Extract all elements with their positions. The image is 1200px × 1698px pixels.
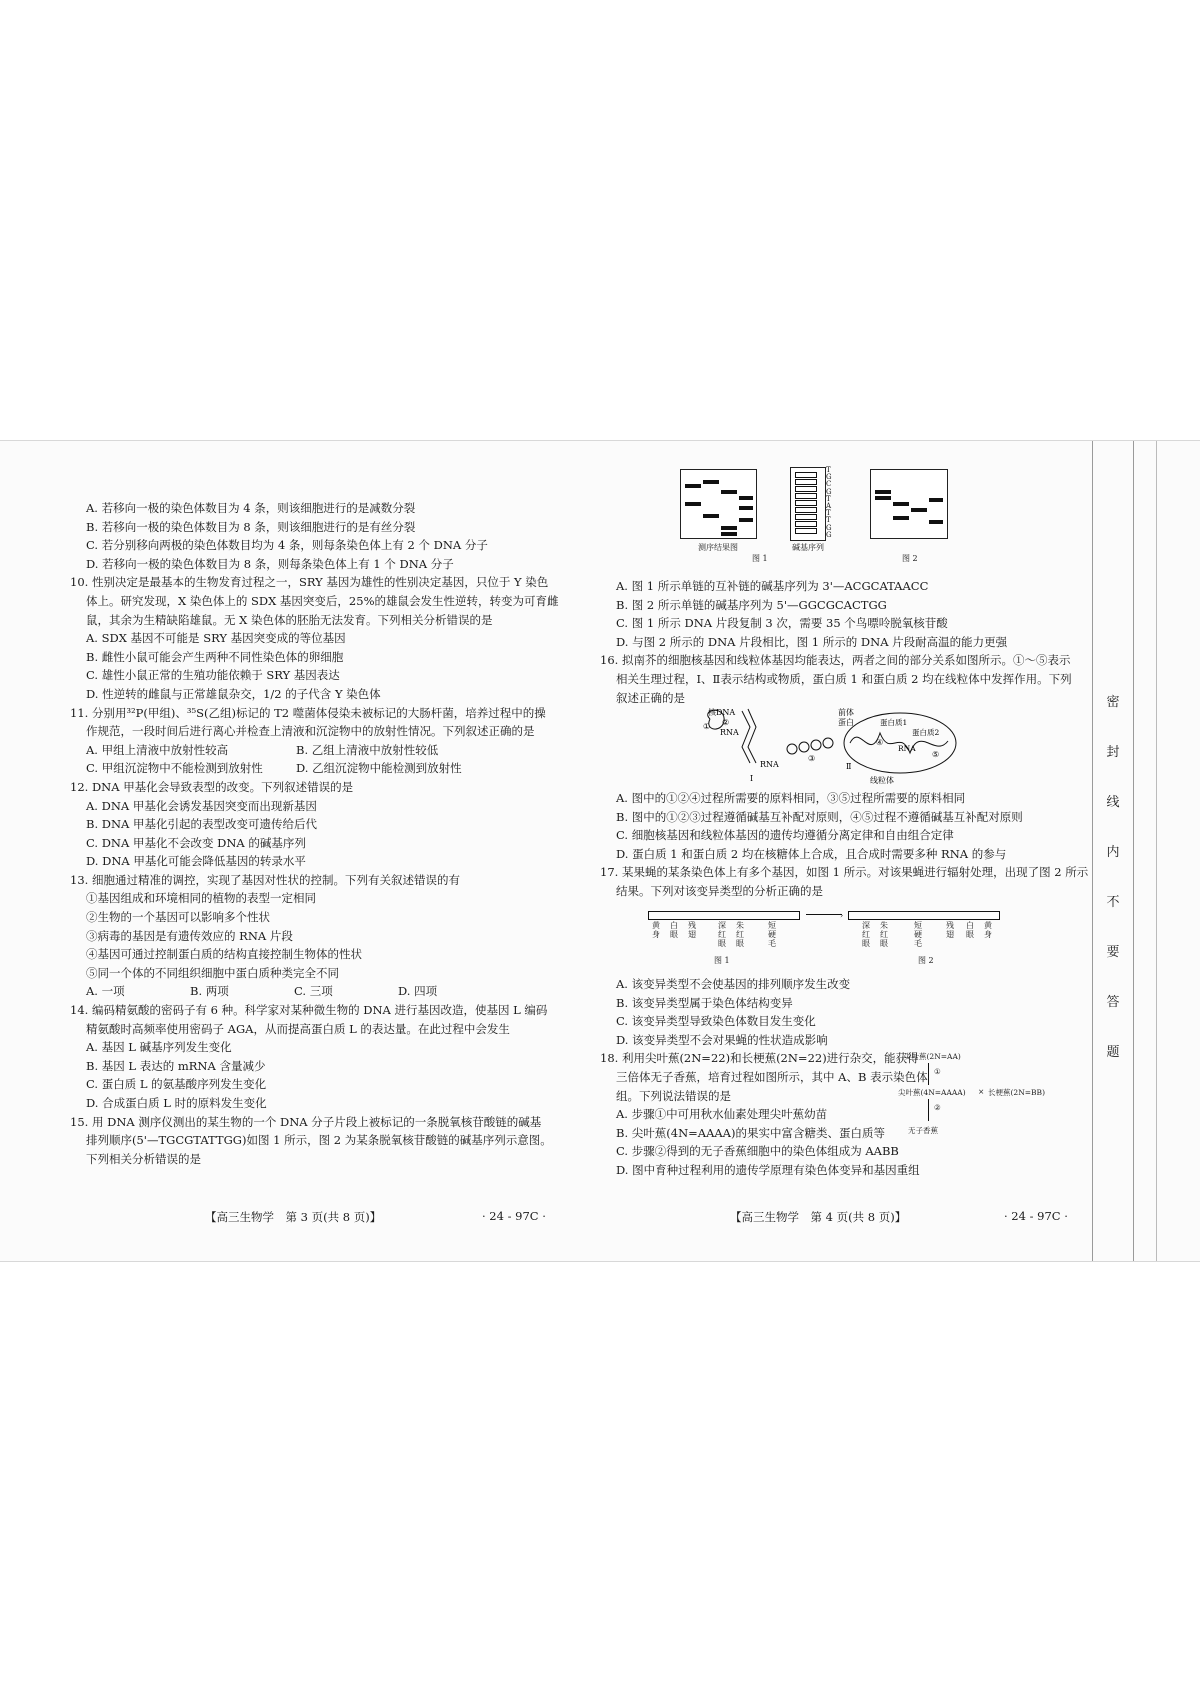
q13-option-d: D. 四项 xyxy=(398,984,438,999)
q18-stem-line3: 组。下列说法错误的是 xyxy=(616,1088,731,1103)
q15-option-b: B. 图 2 所示单链的碱基序列为 5'—GGCGCACTGG xyxy=(616,597,887,612)
q15-figure xyxy=(680,467,980,567)
binding-char: 要 xyxy=(1106,945,1120,960)
q15-stem-line1: 15. 用 DNA 测序仪测出的某生物的一个 DNA 分子片段上被标记的一条脱氧核苷酸链的碱基 xyxy=(70,1114,542,1129)
q10-stem-line3: 鼠，其余为生精缺陷雄鼠。无 X 染色体的胚胎无法发育。下列相关分析错误的是 xyxy=(86,612,493,627)
q15-stem-line2: 排列顺序(5'—TGCGTATTGG)如图 1 所示，图 2 为某条脱氧核苷酸链的碱基序列示意图。 xyxy=(86,1133,552,1148)
rna-label-cytoplasm: RNA xyxy=(760,760,779,769)
q13-item-4: ④基因可通过控制蛋白质的结构直接控制生物体的性状 xyxy=(86,947,362,962)
chrom2-gene: 黄身 xyxy=(984,921,992,939)
structure-i-label: Ⅰ xyxy=(750,774,754,783)
q13-option-c: C. 三项 xyxy=(294,984,333,999)
gel1-band xyxy=(685,484,701,488)
q13-stem: 13. 细胞通过精准的调控，实现了基因对性状的控制。下列有关叙述错误的有 xyxy=(70,872,460,887)
q16-option-d: D. 蛋白质 1 和蛋白质 2 均在核糖体上合成，且合成时需要多种 RNA 的参与 xyxy=(616,846,1007,861)
gel2-band xyxy=(929,498,943,502)
q16-option-c: C. 细胞核基因和线粒体基因的遗传均遵循分离定律和自由组合定律 xyxy=(616,828,954,843)
rna-label-nuclear: RNA xyxy=(720,728,739,737)
q16-option-b: B. 图中的①②③过程遵循碱基互补配对原则，④⑤过程不遵循碱基互补配对原则 xyxy=(616,809,1023,824)
gel2-band xyxy=(911,508,927,512)
q17-stem-line1: 17. 某果蝇的某条染色体上有多个基因，如图 1 所示。对该果蝇进行辐射处理，出现了图 2 所示 xyxy=(600,865,1089,880)
step1-marker: ① xyxy=(934,1067,941,1076)
q9-option-c: C. 若分别移向两极的染色体数目均为 4 条，则每条染色体上有 2 个 DNA 分子 xyxy=(86,538,488,553)
q17-figure xyxy=(648,909,1008,969)
right-column-mid xyxy=(600,789,1089,901)
ribosome-circle xyxy=(799,742,809,752)
seedless-banana-label: 无子香蕉 xyxy=(908,1126,938,1135)
left-column xyxy=(70,499,585,1168)
q9-option-d: D. 若移向一极的染色体数目为 8 条，则每条染色体上有 1 个 DNA 分子 xyxy=(86,556,454,571)
q11-option-c: C. 甲组沉淀物中不能检测到放射性 xyxy=(86,761,263,776)
mitochondrion-label: 线粒体 xyxy=(870,776,894,785)
q16-stem-line1: 16. 拟南芥的细胞核基因和线粒体基因均能表达，两者之间的部分关系如图所示。①～⑤表示 xyxy=(600,653,1071,668)
q18-option-a: A. 步骤①中可用秋水仙素处理尖叶蕉幼苗 xyxy=(616,1107,828,1122)
seq-letter: C xyxy=(826,480,832,489)
q15-option-c: C. 图 1 所示 DNA 片段复制 3 次，需要 35 个鸟嘌呤脱氧核苷酸 xyxy=(616,616,948,631)
protein-1-label: 蛋白质1 xyxy=(880,718,908,727)
q11-stem-line1: 11. 分别用³²P(甲组)、³⁵S(乙组)标记的 T2 噬菌体侵染未被标记的大肠杆菌，培养过程中的操 xyxy=(70,705,546,720)
q13-option-b: B. 两项 xyxy=(190,984,229,999)
q10-option-b: B. 雌性小鼠可能会产生两种不同性染色体的卵细胞 xyxy=(86,649,344,664)
gel1-band xyxy=(721,490,737,494)
q13-options xyxy=(70,982,585,1001)
q15-option-d: D. 与图 2 所示的 DNA 片段相比，图 1 所示的 DNA 片段耐高温的能力更强 xyxy=(616,634,1008,649)
q13-option-a: A. 一项 xyxy=(86,984,125,999)
binding-char: 密 xyxy=(1106,695,1120,710)
ribosome-circle xyxy=(787,744,797,754)
q9-option-b: B. 若移向一极的染色体数目为 8 条，则该细胞进行的是有丝分裂 xyxy=(86,519,416,534)
gel2-band xyxy=(875,496,891,500)
q12-stem: 12. DNA 甲基化会导致表型的改变。下列叙述错误的是 xyxy=(70,779,354,794)
arrow-head-icon: › xyxy=(840,911,844,920)
gel1-band xyxy=(703,480,719,484)
gel1-band xyxy=(703,514,719,518)
q18-stem-line1: 18. 利用尖叶蕉(2N=22)和长梗蕉(2N=22)进行杂交，能获得 xyxy=(600,1051,919,1066)
ladder-rung xyxy=(795,493,817,499)
seq-letter: A xyxy=(826,502,832,511)
right-column-top xyxy=(600,577,1072,707)
exam-sheet xyxy=(0,440,1200,1262)
step2-marker: ② xyxy=(934,1103,941,1112)
q14-option-a: A. 基因 L 碱基序列发生变化 xyxy=(86,1040,232,1055)
chrom1-gene: 黄身 xyxy=(652,921,660,939)
q12-option-c: C. DNA 甲基化不会改变 DNA 的碱基序列 xyxy=(86,835,306,850)
ladder-rung xyxy=(795,521,817,527)
chrom1-gene: 短硬毛 xyxy=(768,921,776,948)
seq-letter: G xyxy=(826,487,832,496)
process-5-marker: ⑤ xyxy=(932,750,940,759)
q13-item-1: ①基因组成和环境相同的植物的表型一定相同 xyxy=(86,891,316,906)
binding-char: 内 xyxy=(1106,845,1120,860)
process-4-marker: ④ xyxy=(876,738,884,747)
q14-stem-line1: 14. 编码精氨酸的密码子有 6 种。科学家对某种微生物的 DNA 进行基因改造，使基因 L 编码 xyxy=(70,1003,548,1018)
left-footer-title: 【高三生物学 第 3 页(共 8 页)】 xyxy=(205,1210,382,1224)
q16-option-a: A. 图中的①②④过程所需要的原料相同，③⑤过程所需要的原料相同 xyxy=(616,791,966,805)
gel2-band xyxy=(893,502,909,506)
transform-arrow xyxy=(806,914,842,915)
gel2-band xyxy=(929,520,943,524)
q17-option-c: C. 该变异类型导致染色体数目发生变化 xyxy=(616,1014,816,1029)
q9-option-a: A. 若移向一极的染色体数目为 4 条，则该细胞进行的是减数分裂 xyxy=(86,501,416,515)
seq-letter: G xyxy=(826,530,832,539)
chrom2-gene: 短硬毛 xyxy=(914,921,922,948)
pore-path xyxy=(748,709,756,763)
chromosome-2 xyxy=(848,911,1000,920)
right-footer-title: 【高三生物学 第 4 页(共 8 页)】 xyxy=(730,1210,907,1224)
binding-outer-line xyxy=(1156,441,1157,1261)
gel1-band xyxy=(739,496,753,500)
binding-char: 线 xyxy=(1106,795,1120,810)
q12-option-b: B. DNA 甲基化引起的表型改变可遗传给后代 xyxy=(86,817,318,832)
sequence-letters xyxy=(826,467,834,539)
step2-arrow xyxy=(928,1099,929,1121)
seq-letter: T xyxy=(826,509,831,518)
q14-option-c: C. 蛋白质 L 的氨基酸序列发生变化 xyxy=(86,1077,267,1092)
q17-stem-line2: 结果。下列对该变异类型的分析正确的是 xyxy=(616,883,823,898)
gel1-band xyxy=(721,526,737,530)
binding-char: 封 xyxy=(1106,745,1120,760)
q17-option-d: D. 该变异类型不会对果蝇的性状造成影响 xyxy=(616,1032,828,1047)
q12-option-d: D. DNA 甲基化可能会降低基因的转录水平 xyxy=(86,854,306,869)
chrom1-gene: 白眼 xyxy=(670,921,678,939)
ladder-rung xyxy=(795,528,817,534)
fig17-label-1: 图 1 xyxy=(714,956,730,965)
structure-ii-label: Ⅱ xyxy=(846,762,852,771)
chrom1-gene: 朱红眼 xyxy=(736,921,744,948)
gel1-caption: 测序结果图 xyxy=(698,543,738,552)
gel1-band xyxy=(721,532,737,536)
nuclear-dna-label: 核DNA xyxy=(708,708,736,717)
q16-stem-line3: 叙述正确的是 xyxy=(616,690,685,705)
q18-option-d: D. 图中育种过程利用的遗传学原理有染色体变异和基因重组 xyxy=(616,1162,920,1177)
q18-option-c: C. 步骤②得到的无子香蕉细胞中的染色体组成为 AABB xyxy=(616,1144,899,1159)
q18-option-b: B. 尖叶蕉(4N=AAAA)的果实中富含糖类、蛋白质等 xyxy=(616,1125,885,1140)
left-footer-code: · 24 - 97C · xyxy=(482,1209,546,1223)
q11-option-b: B. 乙组上清液中放射性较低 xyxy=(296,742,439,757)
chrom2-gene: 朱红眼 xyxy=(880,921,888,948)
q18-stem-line2: 三倍体无子香蕉，培育过程如图所示，其中 A、B 表示染色体 xyxy=(616,1069,928,1084)
right-footer-code: · 24 - 97C · xyxy=(1004,1209,1068,1223)
diploid-b-label: 长梗蕉(2N=BB) xyxy=(988,1088,1045,1097)
seq-letter: G xyxy=(826,523,832,532)
binding-char: 答 xyxy=(1106,995,1120,1010)
ladder-rung xyxy=(795,472,817,478)
q15-option-a: A. 图 1 所示单链的互补链的碱基序列为 3'—ACGCATAACC xyxy=(616,579,929,593)
gel2-band xyxy=(893,516,909,520)
ladder-rung xyxy=(795,486,817,492)
q10-stem-line2: 体上。研究发现，X 染色体上的 SDX 基因突变后，25%的雄鼠会发生性逆转，转变为可育雌 xyxy=(86,593,559,608)
ladder-rung xyxy=(795,514,817,520)
seq-letter: T xyxy=(826,466,831,474)
tetraploid-label: 尖叶蕉(4N=AAAA) xyxy=(898,1088,966,1097)
q14-stem-line2: 精氨酸时高频率使用密码子 AGA，从而提高蛋白质 L 的表达量。在此过程中会发生 xyxy=(86,1021,510,1036)
chrom1-gene: 残翅 xyxy=(688,921,696,939)
ladder-rung xyxy=(795,507,817,513)
pore-path xyxy=(742,711,750,763)
q14-option-d: D. 合成蛋白质 L 时的原料发生变化 xyxy=(86,1096,267,1110)
binding-char: 题 xyxy=(1106,1045,1120,1060)
gel1-band xyxy=(739,506,753,510)
q11-stem-line2: 作规范，一段时间后进行离心并检查上清液和沉淀物中的放射性情况。下列叙述正确的是 xyxy=(86,724,535,739)
q13-item-3: ③病毒的基因是有遗传效应的 RNA 片段 xyxy=(86,928,293,943)
precursor-label: 前体 xyxy=(838,708,854,717)
q11-option-d: D. 乙组沉淀物中能检测到放射性 xyxy=(296,761,462,776)
gel-image-1 xyxy=(680,469,757,539)
q16-diagram xyxy=(700,703,960,787)
q11-options-row2 xyxy=(70,759,585,778)
fig1-label: 图 1 xyxy=(752,554,768,563)
protein-label: 蛋白 xyxy=(838,718,854,727)
q10-option-a: A. SDX 基因不可能是 SRY 基因突变成的等位基因 xyxy=(86,631,346,646)
mito-rna-label: RNA xyxy=(898,744,916,753)
process-3-marker: ③ xyxy=(808,754,816,763)
q18-breeding-diagram xyxy=(898,1051,1068,1141)
ladder-rung xyxy=(795,479,817,485)
step1-arrow xyxy=(928,1063,929,1085)
q10-option-d: D. 性逆转的雌鼠与正常雄鼠杂交，1/2 的子代含 Y 染色体 xyxy=(86,686,381,701)
q13-item-2: ②生物的一个基因可以影响多个性状 xyxy=(86,910,270,925)
seq-letter: T xyxy=(826,494,831,503)
gel2-band xyxy=(875,490,891,494)
fig2-label: 图 2 xyxy=(902,554,918,563)
chromosome-1 xyxy=(648,911,800,920)
q17-option-a: A. 该变异类型不会使基因的排列顺序发生改变 xyxy=(616,977,851,991)
process-1-marker: ① xyxy=(703,722,711,731)
sequence-ladder xyxy=(790,467,826,541)
chrom2-gene: 深红眼 xyxy=(862,921,870,948)
q13-item-5: ⑤同一个体的不同组织细胞中蛋白质种类完全不同 xyxy=(86,965,339,980)
protein-2-label: 蛋白质2 xyxy=(912,728,940,737)
seq-letter: G xyxy=(826,473,832,482)
gel-image-2 xyxy=(870,469,948,539)
q10-stem-line1: 10. 性别决定是最基本的生物发育过程之一，SRY 基因为雄性的性别决定基因，只位于 Y 染色 xyxy=(70,575,549,590)
q12-option-a: A. DNA 甲基化会诱发基因突变而出现新基因 xyxy=(86,798,317,813)
q15-stem-line3: 下列相关分析错误的是 xyxy=(86,1151,201,1166)
q17-option-b: B. 该变异类型属于染色体结构变异 xyxy=(616,995,793,1010)
chrom1-gene: 深红眼 xyxy=(718,921,726,948)
sequence-caption: 碱基序列 xyxy=(792,543,824,552)
q11-options-row1 xyxy=(70,741,585,760)
parent-top-label: 尖叶蕉(2N=AA) xyxy=(904,1052,961,1061)
ribosome-circle xyxy=(811,740,821,750)
ribosome-circle xyxy=(823,738,833,748)
q16-stem-line2: 相关生理过程，Ⅰ、Ⅱ表示结构或物质，蛋白质 1 和蛋白质 2 均在线粒体中发挥作用。下列 xyxy=(616,671,1072,686)
gel1-band xyxy=(685,502,701,506)
chrom2-gene: 白眼 xyxy=(966,921,974,939)
seq-letter: T xyxy=(826,516,831,525)
q14-option-b: B. 基因 L 表达的 mRNA 含量减少 xyxy=(86,1058,266,1073)
q11-option-a: A. 甲组上清液中放射性较高 xyxy=(86,742,229,757)
cross-symbol: × xyxy=(978,1087,985,1096)
chrom2-gene: 残翅 xyxy=(946,921,954,939)
q10-option-c: C. 雄性小鼠正常的生殖功能依赖于 SRY 基因表达 xyxy=(86,668,340,683)
gel1-band xyxy=(739,518,753,522)
process-2-marker: ② xyxy=(722,718,730,727)
binding-char: 不 xyxy=(1106,895,1120,910)
ladder-rung xyxy=(795,500,817,506)
fig17-label-2: 图 2 xyxy=(918,956,934,965)
